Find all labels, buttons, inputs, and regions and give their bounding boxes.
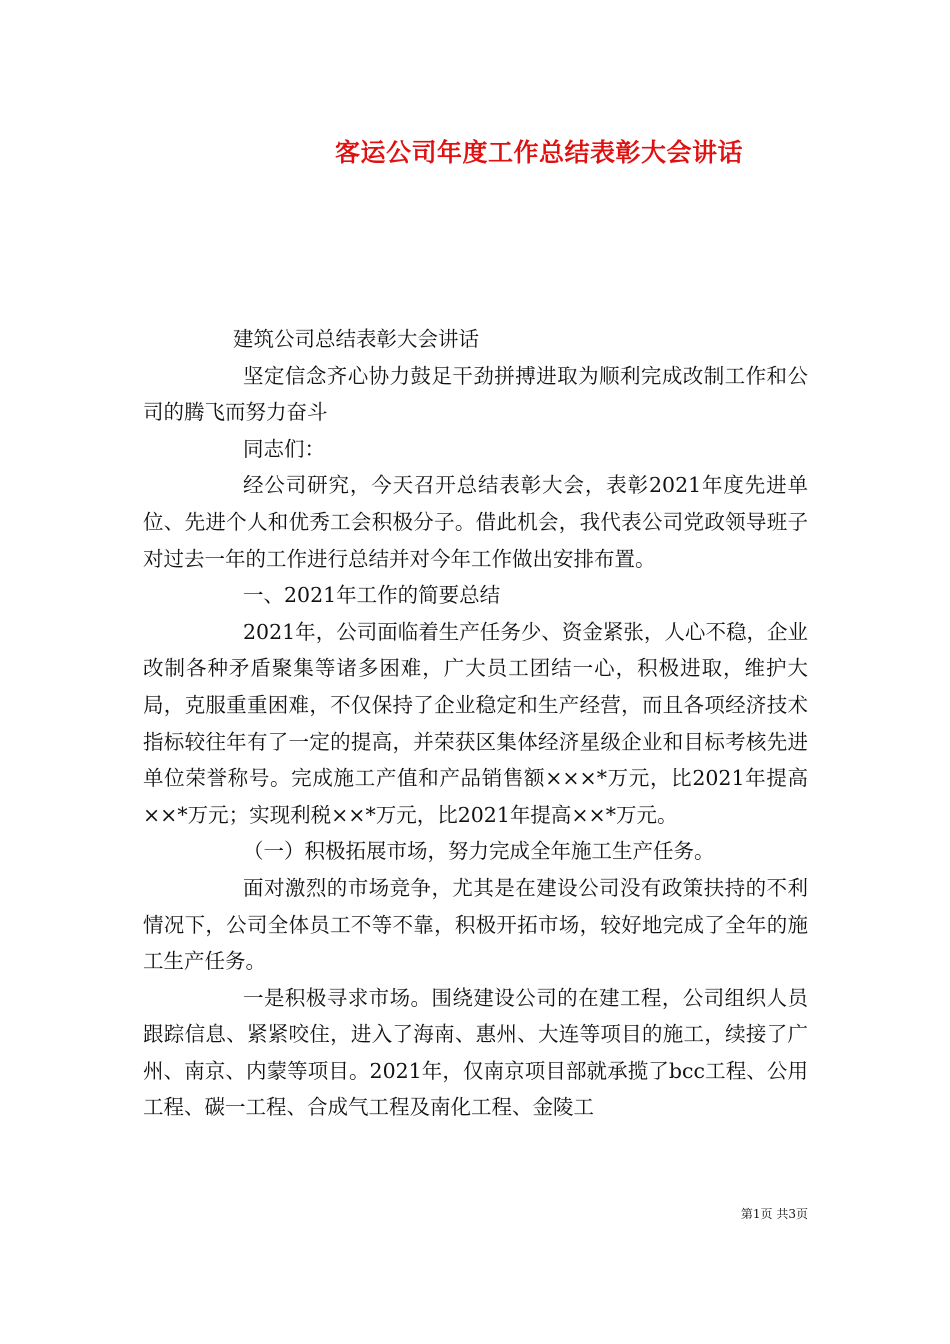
body-paragraph: 面对激烈的市场竞争，尤其是在建设公司没有政策扶持的不利情况下，公司全体员工不等不靠，积极开拓市场，较好地完成了全年的施工生产任务。 — [143, 875, 808, 974]
body-paragraph: 一是积极寻求市场。围绕建设公司的在建工程，公司组织人员跟踪信息、紧紧咬住，进入了海南、惠州、大连等项目的施工，续接了广州、南京、内蒙等项目。2021年，仅南京项目部就承揽了bcc工程、公用工程、碳一工程、合成气工程及南化工程、金陵工 — [143, 985, 808, 1120]
slogan-paragraph: 坚定信念齐心协力鼓足干劲拼搏进取为顺利完成改制工作和公司的腾飞而努力奋斗 — [143, 363, 808, 425]
body-paragraph: 2021年，公司面临着生产任务少、资金紧张，人心不稳，企业改制各种矛盾聚集等诸多困难，广大员工团结一心，积极进取，维护大局，克服重重困难，不仅保持了企业稳定和生产经营，而且各项经济技术指标较往年有了一定的提高，并荣获区集体经济星级企业和目标考核先进单位荣誉称号。完成施工产值和产品销售额×××*万元，比2021年提高××*万元；实现利税××*万元，比2021年提高××*万元。 — [143, 619, 808, 827]
subsection-heading: （一）积极拓展市场，努力完成全年施工生产任务。 — [243, 839, 715, 864]
salutation-paragraph: 同志们： — [243, 436, 325, 461]
subtitle-paragraph: 建筑公司总结表彰大会讲话 — [233, 327, 479, 351]
document-body — [143, 321, 808, 1126]
body-paragraph: 经公司研究，今天召开总结表彰大会，表彰2021年度先进单位、先进个人和优秀工会积极分子。借此机会，我代表公司党政领导班子对过去一年的工作进行总结并对今年工作做出安排布置。 — [143, 473, 808, 571]
section-heading: 一、2021年工作的简要总结 — [243, 583, 501, 608]
page-number-footer: 第1页 共3页 — [740, 1207, 808, 1221]
page-title: 客运公司年度工作总结表彰大会讲话 — [334, 138, 743, 167]
